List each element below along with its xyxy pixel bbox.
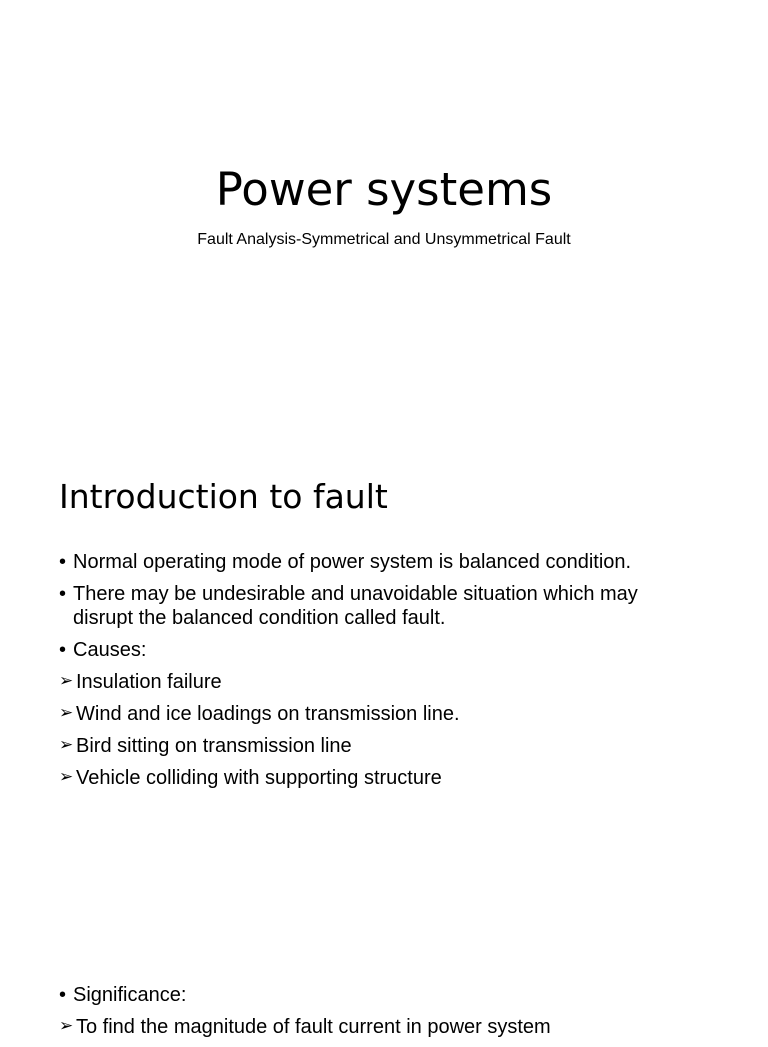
content-list-continued — [59, 983, 699, 1047]
list-item: • Causes: — [59, 638, 699, 662]
list-item: ➢ Insulation failure — [59, 670, 699, 694]
list-item: • Normal operating mode of power system is balanced condition. — [59, 550, 699, 574]
list-item: ➢ To find the magnitude of fault current in power system — [59, 1015, 699, 1039]
list-item: • Significance: — [59, 983, 699, 1007]
slide-heading: Introduction to fault — [59, 477, 388, 516]
slide-title: Power systems — [215, 163, 553, 216]
slide-subtitle: Fault Analysis-Symmetrical and Unsymmetrical Fault — [197, 231, 571, 248]
list-item: ➢ Wind and ice loadings on transmission line. — [59, 702, 699, 726]
list-item: • There may be undesirable and unavoidable situation which may disrupt the balanced condition called fault. — [59, 582, 699, 630]
list-item: ➢ Vehicle colliding with supporting structure — [59, 766, 699, 790]
list-item: ➢ Bird sitting on transmission line — [59, 734, 699, 758]
content-list — [59, 550, 699, 798]
